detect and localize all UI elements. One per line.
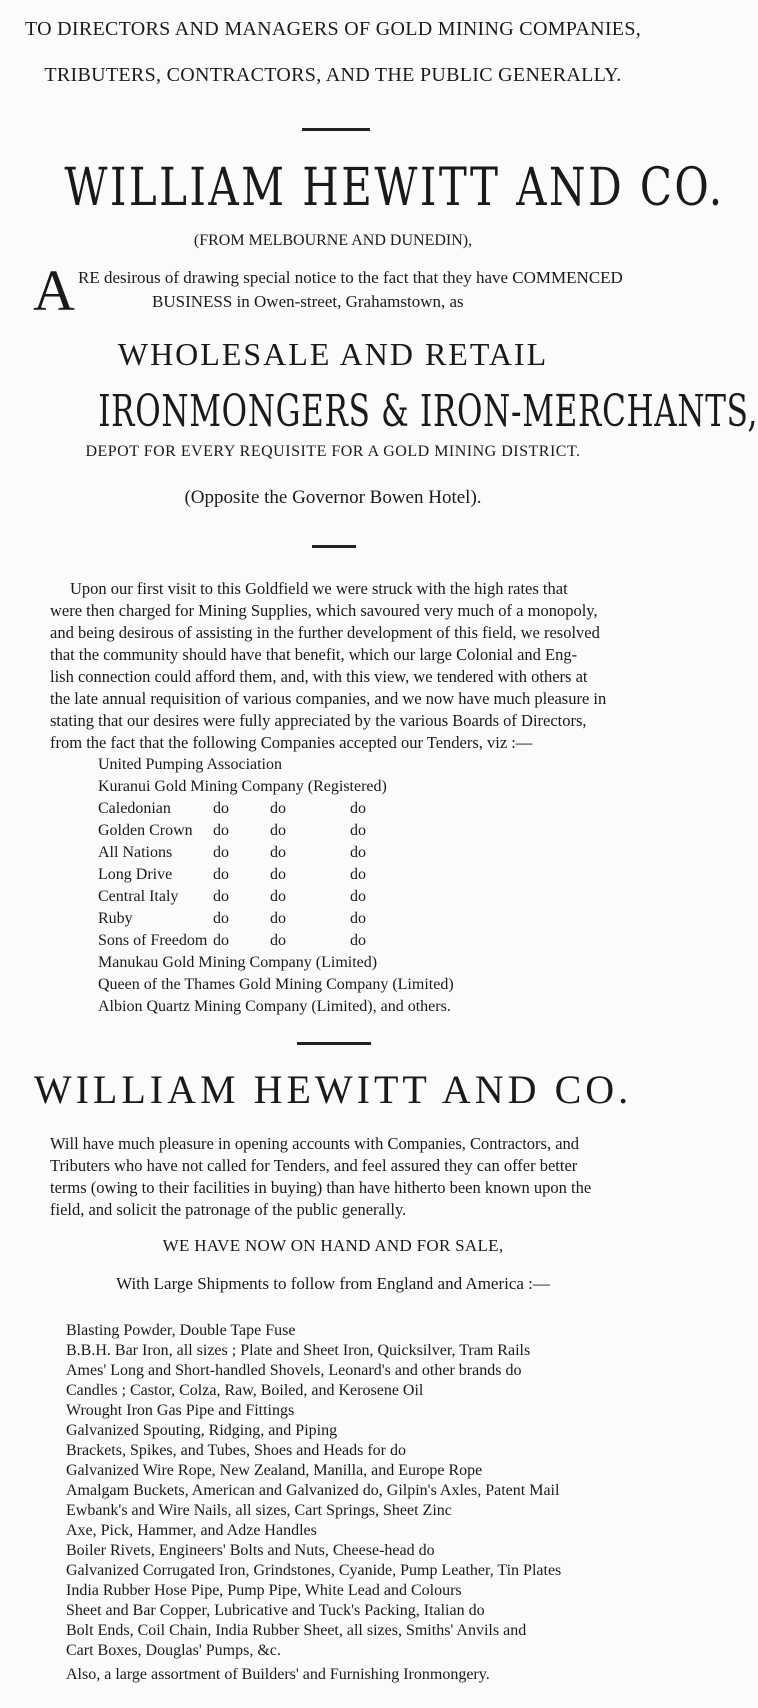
intro-line-2: BUSINESS in Owen-street, Grahamstown, as	[152, 292, 464, 311]
company-name: Albion Quartz Mining Company (Limited), and others.	[98, 998, 451, 1015]
ditto-mark: do	[270, 800, 286, 817]
ditto-mark: do	[270, 932, 286, 949]
statement-line: and being desirous of assisting in the further development of this field, we resolved	[50, 623, 600, 642]
ditto-mark: do	[270, 844, 286, 861]
statement-line: from the fact that the following Companies accepted our Tenders, viz :—	[50, 733, 533, 752]
header-rule	[302, 128, 370, 131]
ditto-mark: do	[350, 844, 366, 861]
depot-line: DEPOT FOR EVERY REQUISITE FOR A GOLD MINING DISTRICT.	[85, 443, 581, 460]
ditto-mark: do	[350, 910, 366, 927]
statement-line: stating that our desires were fully appreciated by the various Boards of Directors,	[50, 711, 587, 730]
stock-item: Ewbank's and Wire Nails, all sizes, Cart Springs, Sheet Zinc	[66, 1502, 452, 1519]
statement-line: lish connection could afford them, and, with this view, we tendered with others at	[50, 667, 588, 686]
company-name: United Pumping Association	[98, 756, 282, 773]
ditto-mark: do	[213, 822, 229, 839]
company-name: Ruby	[98, 910, 133, 927]
ditto-mark: do	[350, 822, 366, 839]
ditto-mark: do	[270, 866, 286, 883]
ditto-mark: do	[213, 800, 229, 817]
ditto-mark: do	[270, 910, 286, 927]
company-name: Queen of the Thames Gold Mining Company (Limited)	[98, 976, 454, 993]
stock-item: Bolt Ends, Coil Chain, India Rubber Sheet, all sizes, Smiths' Anvils and	[66, 1622, 527, 1639]
statement-line: the late annual requisition of various companies, and we now have much pleasure in	[50, 689, 607, 708]
stock-item: Galvanized Corrugated Iron, Grindstones, Cyanide, Pump Leather, Tin Plates	[66, 1562, 562, 1579]
stock-item: Boiler Rivets, Engineers' Bolts and Nuts, Cheese-head do	[66, 1542, 435, 1559]
firm-name-repeat: WILLIAM HEWITT AND CO.	[33, 1067, 633, 1112]
stock-item: Amalgam Buckets, American and Galvanized do, Gilpin's Axles, Patent Mail	[66, 1482, 560, 1499]
ditto-mark: do	[213, 866, 229, 883]
accounts-line: Tributers who have not called for Tenders, and feel assured they can offer better	[50, 1156, 578, 1175]
ditto-mark: do	[213, 844, 229, 861]
statement-line: that the community should have that benefit, which our large Colonial and Eng-	[50, 645, 578, 664]
ditto-mark: do	[213, 888, 229, 905]
stock-item: Candles ; Castor, Colza, Raw, Boiled, and Kerosene Oil	[66, 1382, 424, 1399]
firm-origin: (FROM MELBOURNE AND DUNEDIN),	[193, 232, 473, 249]
stock-item: Also, a large assortment of Builders' and Furnishing Ironmongery.	[66, 1666, 490, 1683]
company-name: Kuranui Gold Mining Company (Registered)	[98, 778, 387, 795]
statement-line: Upon our first visit to this Goldfield we were struck with the high rates that	[70, 579, 568, 598]
ditto-mark: do	[350, 932, 366, 949]
company-name: Long Drive	[98, 866, 173, 883]
ditto-mark: do	[350, 888, 366, 905]
stock-item: Blasting Powder, Double Tape Fuse	[66, 1322, 296, 1339]
statement-line: were then charged for Mining Supplies, which savoured very much of a monopoly,	[50, 601, 598, 620]
stock-item: Brackets, Spikes, and Tubes, Shoes and Heads for do	[66, 1442, 406, 1459]
stock-item: B.B.H. Bar Iron, all sizes ; Plate and Sheet Iron, Quicksilver, Tram Rails	[66, 1342, 531, 1359]
section-rule-1	[312, 545, 356, 548]
section-rule-2	[297, 1042, 371, 1045]
stock-item: Galvanized Spouting, Ridging, and Piping	[66, 1422, 338, 1439]
ditto-mark: do	[270, 888, 286, 905]
stock-item: Ames' Long and Short-handled Shovels, Leonard's and other brands do	[66, 1362, 522, 1379]
stock-item: Axe, Pick, Hammer, and Adze Handles	[66, 1522, 317, 1539]
trade-heading: IRONMONGERS & IRON-MERCHANTS,	[98, 386, 758, 437]
wholesale-heading: WHOLESALE AND RETAIL	[117, 336, 549, 372]
header-line-2: TRIBUTERS, CONTRACTORS, AND THE PUBLIC GENERALLY.	[44, 64, 622, 86]
for-sale-heading: WE HAVE NOW ON HAND AND FOR SALE,	[162, 1236, 504, 1255]
ditto-mark: do	[350, 866, 366, 883]
company-name: Golden Crown	[98, 822, 193, 839]
firm-name: WILLIAM HEWITT AND CO.	[64, 158, 725, 218]
stock-item: Wrought Iron Gas Pipe and Fittings	[66, 1402, 295, 1419]
stock-item: Sheet and Bar Copper, Lubricative and Tuck's Packing, Italian do	[66, 1602, 485, 1619]
company-name: Caledonian	[98, 800, 171, 817]
company-name: All Nations	[98, 844, 173, 861]
drop-cap: A	[33, 258, 75, 323]
company-name: Sons of Freedom	[98, 932, 208, 949]
intro-line-1: RE desirous of drawing special notice to the fact that they have COMMENCED	[78, 268, 623, 287]
location-line: (Opposite the Governor Bowen Hotel).	[184, 487, 482, 508]
stock-item: India Rubber Hose Pipe, Pump Pipe, White Lead and Colours	[66, 1582, 462, 1599]
ditto-mark: do	[270, 822, 286, 839]
ditto-mark: do	[213, 910, 229, 927]
ditto-mark: do	[350, 800, 366, 817]
company-name: Central Italy	[98, 888, 179, 905]
ditto-mark: do	[213, 932, 229, 949]
accounts-line: terms (owing to their facilities in buying) than have hitherto been known upon the	[50, 1178, 592, 1197]
company-name: Manukau Gold Mining Company (Limited)	[98, 954, 378, 971]
accounts-line: field, and solicit the patronage of the public generally.	[50, 1200, 407, 1219]
header-line-1: TO DIRECTORS AND MANAGERS OF GOLD MINING COMPANIES,	[24, 18, 642, 40]
stock-item: Galvanized Wire Rope, New Zealand, Manilla, and Europe Rope	[66, 1462, 483, 1479]
shipments-line: With Large Shipments to follow from England and America :—	[116, 1274, 550, 1293]
stock-item: Cart Boxes, Douglas' Pumps, &c.	[66, 1642, 281, 1659]
accounts-line: Will have much pleasure in opening accounts with Companies, Contractors, and	[50, 1134, 580, 1153]
